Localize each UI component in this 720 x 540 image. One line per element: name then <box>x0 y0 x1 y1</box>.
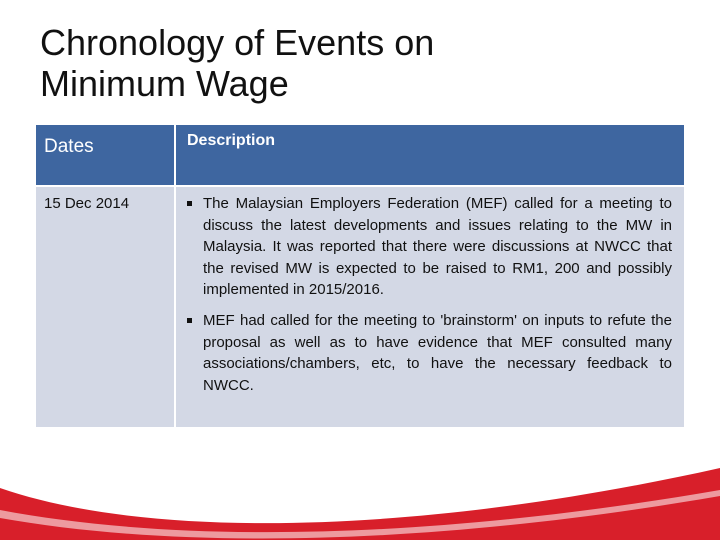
slide-title-line-2: Minimum Wage <box>40 63 289 104</box>
slide-title-line-1: Chronology of Events on <box>40 22 435 63</box>
events-table <box>36 125 684 427</box>
row-date: 15 Dec 2014 <box>36 186 175 427</box>
square-bullet-icon <box>187 318 192 323</box>
header-dates: Dates <box>36 125 175 186</box>
list-item-text: The Malaysian Employers Federation (MEF) called for a meeting to discuss the latest developments and issues relating to the MW in Malaysia. It was reported that there were discussions at NWCC that the revised MW is expected to be raised to RM1, 200 and possibly implemented in 2015/2016. <box>203 195 672 299</box>
red-swoosh-decoration <box>0 440 720 540</box>
table-header-row <box>36 125 684 186</box>
row-description <box>175 186 684 427</box>
header-description: Description <box>175 125 684 186</box>
description-list <box>187 193 672 396</box>
slide-title <box>40 22 660 104</box>
list-item <box>187 310 672 396</box>
table-row <box>36 186 684 427</box>
list-item <box>187 193 672 301</box>
square-bullet-icon <box>187 201 192 206</box>
list-item-text: MEF had called for the meeting to 'brainstorm' on inputs to refute the proposal as well as to have evidence that MEF consulted many associations/chambers, etc, to have the necessary feedback to NWCC. <box>203 311 672 394</box>
